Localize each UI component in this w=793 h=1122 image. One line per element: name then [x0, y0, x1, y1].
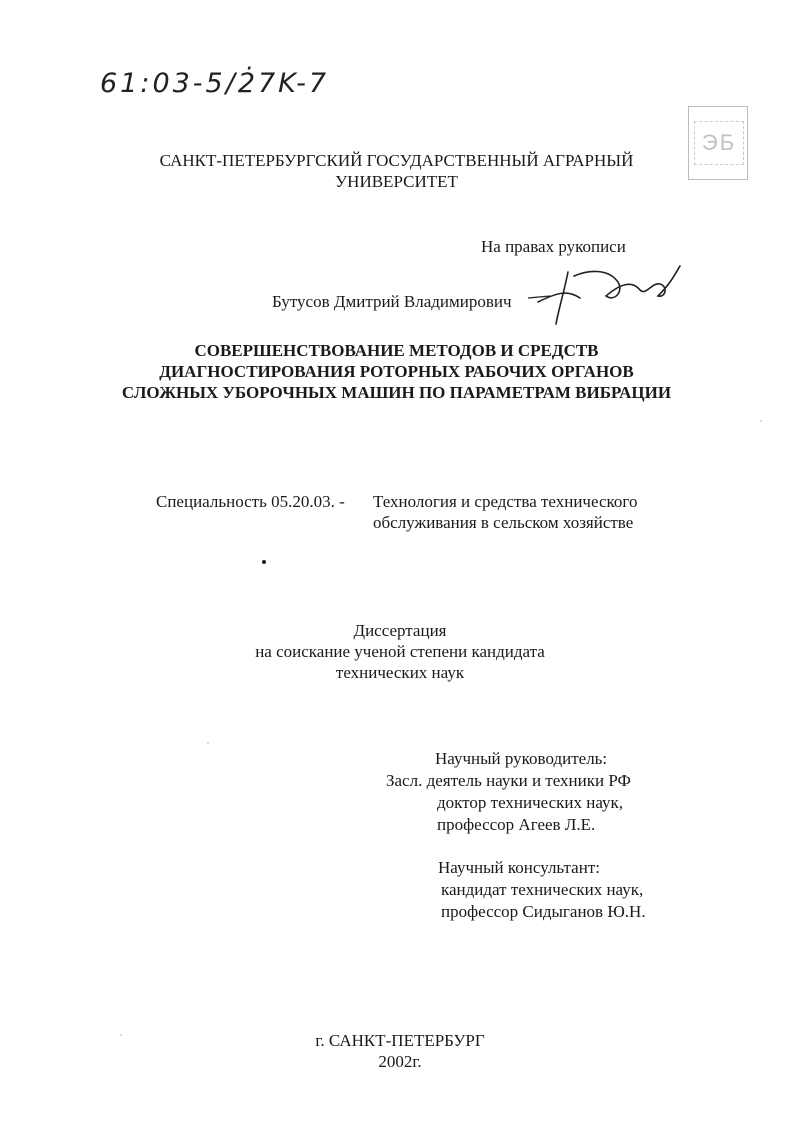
title-line-2: ДИАГНОСТИРОВАНИЯ РОТОРНЫХ РАБОЧИХ ОРГАНОВ [159, 362, 634, 381]
dissertation-title [0, 340, 793, 403]
dissertation-line-1: Диссертация [353, 621, 447, 640]
author-signature [528, 262, 688, 328]
footer-city-year [0, 1030, 793, 1072]
footer-city: г. САНКТ-ПЕТЕРБУРГ [315, 1031, 485, 1050]
consultant-line-1: кандидат технических наук, [441, 880, 644, 899]
supervisor-line-3: профессор Агеев Л.Е. [437, 815, 596, 834]
scan-speck [760, 420, 762, 422]
title-line-3: СЛОЖНЫХ УБОРОЧНЫХ МАШИН ПО ПАРАМЕТРАМ ВИБРАЦИИ [121, 383, 672, 402]
scan-speck [207, 742, 209, 744]
supervisor-heading: Научный руководитель: [435, 749, 608, 768]
scan-mark [262, 560, 266, 564]
consultant-heading: Научный консультант: [438, 858, 600, 877]
university-name [0, 150, 793, 192]
university-line-2: УНИВЕРСИТЕТ [335, 172, 458, 191]
specialty-line-2: обслуживания в сельском хозяйстве [373, 513, 634, 532]
specialty-label: Специальность 05.20.03. - [156, 492, 345, 511]
stamp-label: ЭБ [694, 121, 744, 165]
title-line-1: СОВЕРШЕНСТВОВАНИЕ МЕТОДОВ И СРЕДСТВ [194, 341, 599, 360]
archive-code-handwritten: 61:03-5/2̇7K-7 [100, 68, 330, 99]
manuscript-rights: На правах рукописи [481, 237, 626, 256]
dissertation-line-3: технических наук [335, 663, 465, 682]
specialty-line-1: Технология и средства технического [373, 492, 638, 511]
dissertation-type [0, 620, 793, 683]
university-line-1: САНКТ-ПЕТЕРБУРГСКИЙ ГОСУДАРСТВЕННЫЙ АГРАРНЫЙ [159, 151, 634, 170]
supervisor-line-2: доктор технических наук, [437, 793, 624, 812]
dissertation-line-2: на соискание ученой степени кандидата [255, 642, 545, 661]
author-name: Бутусов Дмитрий Владимирович [272, 292, 512, 311]
footer-year: 2002г. [378, 1052, 422, 1071]
supervisor-line-1: Засл. деятель науки и техники РФ [386, 771, 631, 790]
consultant-line-2: профессор Сидыганов Ю.Н. [441, 902, 646, 921]
scan-speck [120, 1034, 122, 1036]
